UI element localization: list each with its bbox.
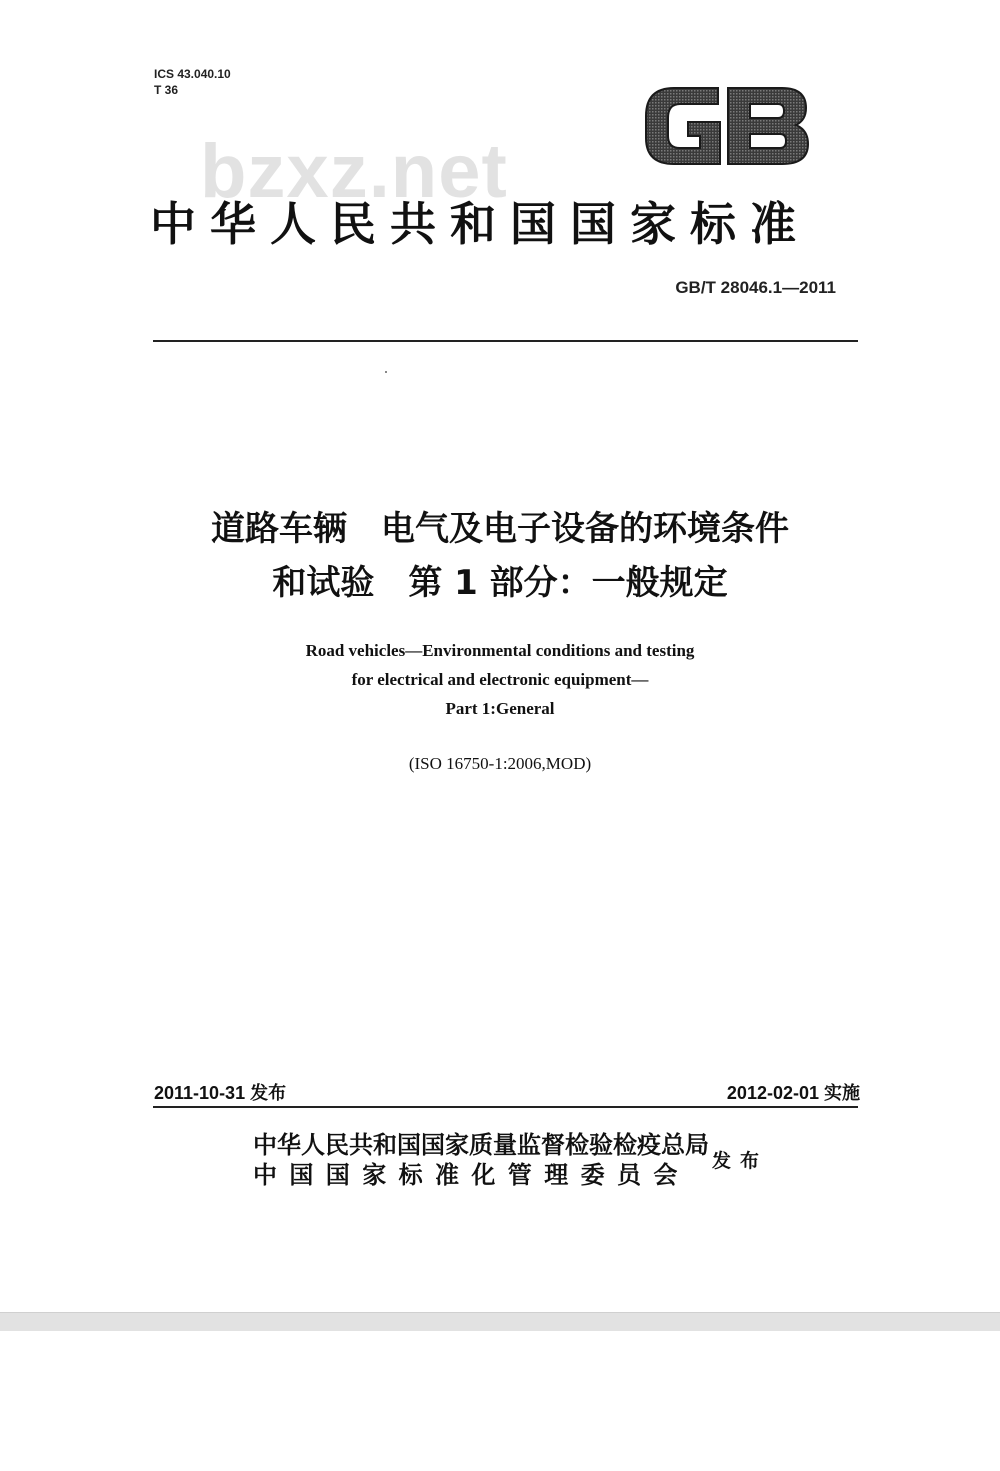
scan-speck [385, 371, 387, 373]
standard-number: GB/T 28046.1—2011 [675, 278, 836, 297]
next-page [0, 1331, 1000, 1471]
issuing-organizations [253, 1130, 709, 1190]
bottom-divider [153, 1106, 858, 1108]
ics-code: ICS 43.040.10 [154, 67, 231, 81]
gb-logo-icon [640, 78, 812, 174]
chinese-title-line-2: 和试验 第 1 部分：一般规定 [272, 563, 728, 603]
iso-reference: (ISO 16750-1:2006,MOD) [408, 754, 592, 773]
english-title-line-2: for electrical and electronic equipment— [351, 670, 649, 689]
english-title [0, 636, 1000, 723]
classification-codes [154, 66, 231, 98]
issuer-sac: 中国国家标准化管理委员会 [253, 1160, 690, 1189]
english-title-line-1: Road vehicles—Environmental conditions and testing [305, 641, 695, 660]
page-separator [0, 1312, 1000, 1332]
national-standard-title: 中华人民共和国国家标准 [150, 197, 810, 251]
chinese-title [0, 502, 1000, 610]
publish-label: 发布 [712, 1150, 769, 1172]
issuer-aqsiq: 中华人民共和国国家质量监督检验检疫总局 [253, 1130, 709, 1159]
implementation-date: 2012-02-01 实施 [726, 1083, 860, 1103]
category-code: T 36 [154, 83, 179, 97]
chinese-title-line-1: 道路车辆 电气及电子设备的环境条件 [211, 509, 789, 549]
top-divider [153, 340, 858, 342]
watermark-text: bzxz.net [200, 129, 508, 214]
english-title-line-3: Part 1:General [445, 699, 555, 718]
issue-date: 2011-10-31 发布 [154, 1083, 287, 1103]
